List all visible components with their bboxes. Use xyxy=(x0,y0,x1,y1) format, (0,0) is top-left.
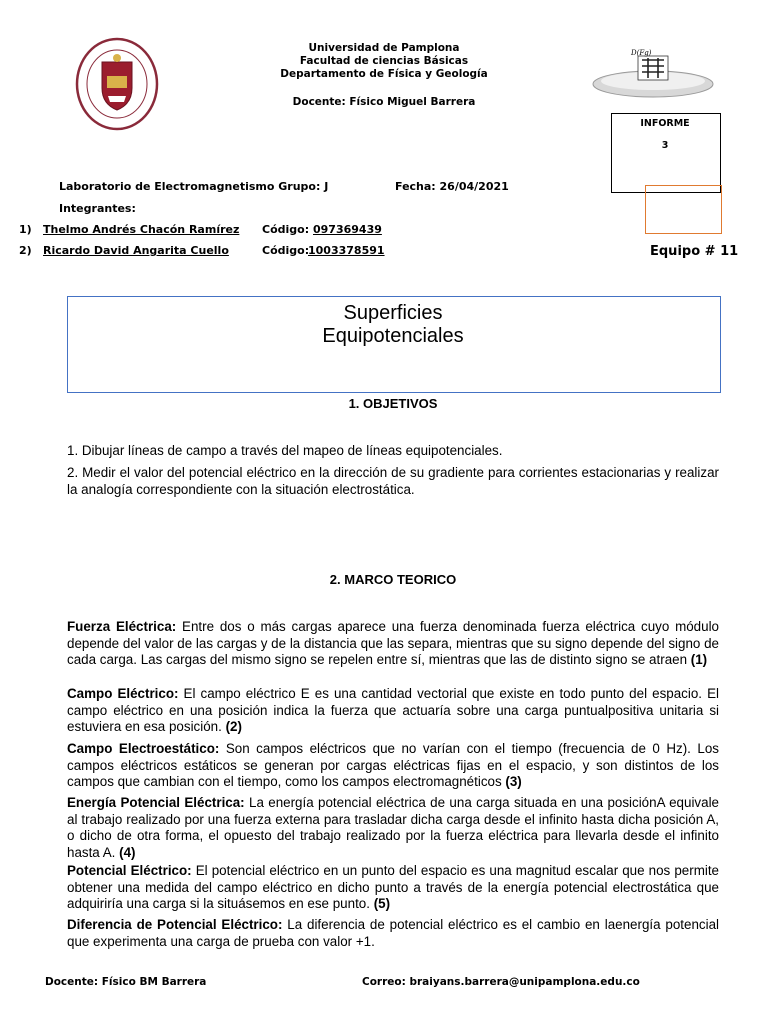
term: Fuerza Eléctrica: xyxy=(67,619,177,634)
team-number: Equipo # 11 xyxy=(650,244,739,259)
member-2-code-label: Código: xyxy=(262,244,310,257)
paragraph-diferencia-potencial xyxy=(67,917,719,950)
body: La diferencia de potencial eléctrico es el cambio en laenergía potencial que experimenta una carga de prueba con valor +1. xyxy=(67,917,719,949)
member-1-code: 097369439 xyxy=(313,223,382,236)
header-docente: Docente: Físico Miguel Barrera xyxy=(292,96,476,108)
ref: (5) xyxy=(373,896,391,911)
report-date: Fecha: 26/04/2021 xyxy=(395,180,509,193)
body: Son campos eléctricos que no varían con el tiempo (frecuencia de 0 Hz). Los campos eléctricos estáticos se generan por cargas eléctricas fijas en el espacio, y son distintos de los campos que cambian con el tiempo, como los campos electromagnéticos xyxy=(67,741,719,789)
grade-box xyxy=(645,185,722,234)
term: Campo Eléctrico: xyxy=(67,686,179,701)
objetivo-1: 1. Dibujar líneas de campo a través del mapeo de líneas equipotenciales. xyxy=(67,443,503,458)
term: Campo Electroestático: xyxy=(67,741,220,756)
paragraph-fuerza-electrica xyxy=(67,619,719,669)
body: El campo eléctrico E es una cantidad vectorial que existe en todo punto del espacio. El campo eléctrico en una posición indica la fuerza que actuaría sobre una carga puntualpositiva unitaria si estuviera en esa posición. xyxy=(67,686,719,734)
university-seal-logo xyxy=(74,36,160,132)
body: La energía potencial eléctrica de una carga situada en una posiciónA equivale al trabajo realizado por una fuerza externa para trasladar dicha carga desde el infinito hasta dicha posición A, o dicho de otra forma, el opuesto del trabajo realizado por la fuerza eléctrica para llevarla desde el infinito hasta A. xyxy=(67,795,719,860)
department-logo xyxy=(588,44,718,102)
body: El potencial eléctrico en un punto del espacio es una magnitud escalar que nos permite obtener una medida del campo eléctrico en dicho punto a través de la energía potencial electrostática que adquiriría una carga si la situásemos en ese punto. xyxy=(67,863,719,911)
member-1-code-label: Código: xyxy=(262,223,310,236)
title-line-1: Superficies xyxy=(343,302,443,324)
marco-heading: 2. MARCO TEORICO xyxy=(329,572,457,587)
body: Entre dos o más cargas aparece una fuerza denominada fuerza eléctrica cuyo módulo depende del valor de las cargas y de la distancia que las separa, mientras que su signo depende del signo de cada carga. Las cargas del mismo signo se repelen entre sí, mientras que las de distinto signo se atraen xyxy=(67,619,719,667)
faculty-name: Facultad de ciencias Básicas xyxy=(299,55,469,67)
paragraph-energia-potencial xyxy=(67,795,719,861)
objetivos-heading: 1. OBJETIVOS xyxy=(348,396,438,411)
ref: (2) xyxy=(225,719,242,734)
member-2-name: Ricardo David Angarita Cuello xyxy=(43,244,229,257)
paragraph-campo-electroestatico xyxy=(67,741,719,791)
member-2-code: 1003378591 xyxy=(308,244,385,257)
term: Potencial Eléctrico: xyxy=(67,863,192,878)
footer-email: Correo: braiyans.barrera@unipamplona.edu.co xyxy=(362,976,640,988)
objetivo-2: 2. Medir el valor del potencial eléctrico en la dirección de su gradiente para corrientes estacionarias y realizar la analogía correspondiente con la situación electrostática. xyxy=(67,465,719,497)
term: Energía Potencial Eléctrica: xyxy=(67,795,245,810)
member-1-name: Thelmo Andrés Chacón Ramírez xyxy=(43,223,240,236)
department-name: Departamento de Física y Geología xyxy=(280,68,488,80)
university-name: Universidad de Pamplona xyxy=(308,42,460,54)
paragraph-potencial-electrico xyxy=(67,863,719,913)
ref: (3) xyxy=(505,774,522,789)
informe-label: INFORME xyxy=(640,118,690,129)
ref: (4) xyxy=(119,844,136,860)
footer-docente: Docente: Físico BM Barrera xyxy=(45,976,207,988)
term: Diferencia de Potencial Eléctrico: xyxy=(67,917,283,932)
informe-number: 3 xyxy=(661,140,669,151)
member-1-num: 1) xyxy=(19,223,32,236)
department-logo-text: D(Fg) xyxy=(631,49,652,57)
paragraph-campo-electrico xyxy=(67,686,719,736)
lab-group: Laboratorio de Electromagnetismo Grupo: J xyxy=(59,180,329,193)
integrantes-label: Integrantes: xyxy=(59,202,136,215)
member-2-num: 2) xyxy=(19,244,32,257)
ref: (1) xyxy=(690,652,708,667)
title-line-2: Equipotenciales xyxy=(322,325,464,347)
